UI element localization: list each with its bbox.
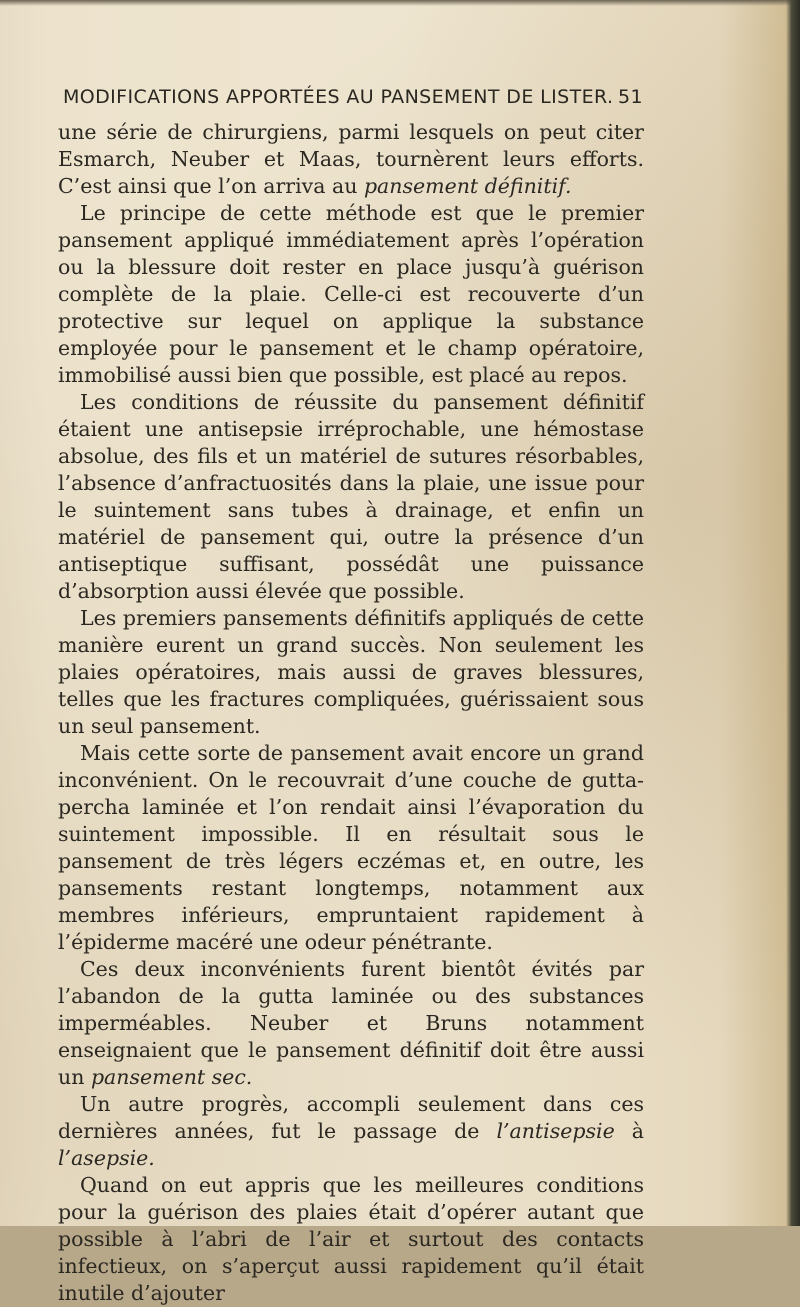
paragraph-text: Quand on eut appris que les meilleures conditions pour la guérison des plaies était d’opérer autant que possible à l’abri de l’air et surtout des contacts infectieux, on s’aperçut aussi rapidement qu’il était inutile d’ajouter bbox=[58, 1173, 644, 1305]
paragraph-text: Le principe de cette méthode est que le premier pansement appliqué immédiatement après l’opération ou la blessure doit rester en place jusqu’à guérison complète de la plaie. Celle-ci est recouverte d’un protective sur lequel on applique la substance employée pour le pansement et le champ opératoire, immobilisé aussi bien que possible, est placé au repos. bbox=[58, 201, 644, 387]
paragraph-text: Mais cette sorte de pansement avait encore un grand inconvénient. On le recouvrait d’une couche de gutta-percha laminée et l’on rendait ainsi l’évaporation du suintement impossible. Il en résultait sous le pansement de très légers eczémas et, en outre, les pansements restant longtemps, notamment aux membres inférieurs, empruntaient rapidement à l’épiderme macéré une odeur pénétrante. bbox=[58, 741, 644, 954]
paragraph bbox=[58, 740, 644, 956]
paragraph-text: Ces deux inconvénients furent bientôt évités par l’abandon de la gutta laminée ou des substances imperméables. Neuber et Bruns notamment enseignaient que le pansement définitif doit être aussi un bbox=[58, 957, 644, 1089]
paragraph bbox=[58, 389, 644, 605]
page-top-shadow bbox=[0, 0, 800, 6]
paragraph-text: une série de chirurgiens, parmi lesquels on peut citer Esmarch, Neuber et Maas, tournèrent leurs efforts. C’est ainsi que l’on arriva au bbox=[58, 120, 644, 198]
page-binding-edge bbox=[786, 0, 800, 1226]
paragraph bbox=[58, 605, 644, 740]
italic-text: pansement définitif. bbox=[363, 174, 572, 198]
paragraph-text: Les premiers pansements définitifs appliqués de cette manière eurent un grand succès. Non seulement les plaies opératoires, mais aussi de graves blessures, telles que les fractures compliquées, guérissaient sous un seul pansement. bbox=[58, 606, 644, 738]
italic-text: l’asepsie. bbox=[58, 1146, 155, 1170]
paragraph-text: Un autre progrès, accompli seulement dans ces dernières années, fut le passage de bbox=[58, 1092, 644, 1143]
paragraph bbox=[58, 200, 644, 389]
running-title: MODIFICATIONS APPORTÉES AU PANSEMENT DE LISTER. bbox=[63, 86, 614, 108]
italic-text: l’antisepsie bbox=[496, 1119, 615, 1143]
running-header bbox=[63, 78, 643, 112]
paragraph-text: à bbox=[614, 1119, 644, 1143]
paragraph bbox=[58, 1091, 644, 1172]
page-number: 51 bbox=[618, 86, 643, 108]
paragraph bbox=[58, 119, 644, 200]
paragraph-text: Les conditions de réussite du pansement définitif étaient une antisepsie irréprochable, une hémostase absolue, des fils et un matériel de sutures résorbables, l’absence d’anfractuosités dans la plaie, une issue pour le suintement sans tubes à drainage, et enfin un matériel de pansement qui, outre la présence d’un antiseptique suffisant, possédât une puissance d’absorption aussi élevée que possible. bbox=[58, 390, 644, 603]
paragraph bbox=[58, 1172, 644, 1307]
paragraph bbox=[58, 956, 644, 1091]
body-text bbox=[58, 119, 644, 1307]
italic-text: pansement sec. bbox=[90, 1065, 253, 1089]
